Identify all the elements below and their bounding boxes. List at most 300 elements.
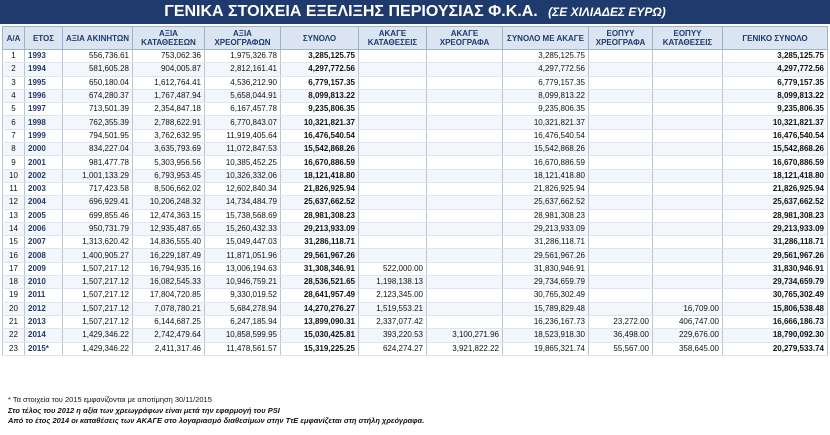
table-cell: 10,321,821.37 bbox=[503, 116, 589, 129]
table-cell: 4 bbox=[3, 89, 25, 102]
table-cell: 9,235,806.35 bbox=[723, 103, 828, 116]
table-cell: 7 bbox=[3, 129, 25, 142]
table-cell: 1,001,133.29 bbox=[63, 169, 133, 182]
table-cell bbox=[589, 169, 653, 182]
table-cell bbox=[653, 262, 723, 275]
table-cell: 18,790,092.30 bbox=[723, 329, 828, 342]
table-cell: 2004 bbox=[25, 196, 63, 209]
table-cell: 16,229,187.49 bbox=[133, 249, 205, 262]
table-cell: 31,286,118.71 bbox=[723, 236, 828, 249]
table-cell: 17,804,720.85 bbox=[133, 289, 205, 302]
table-cell: 358,645.00 bbox=[653, 342, 723, 355]
table-cell bbox=[427, 143, 503, 156]
table-cell: 1,198,138.13 bbox=[359, 276, 427, 289]
table-cell: 28,981,308.23 bbox=[723, 209, 828, 222]
table-cell: 9,330,019.52 bbox=[205, 289, 281, 302]
table-cell bbox=[653, 103, 723, 116]
table-cell: 30,765,302.49 bbox=[723, 289, 828, 302]
table-cell bbox=[653, 182, 723, 195]
column-header: Α/Α bbox=[3, 27, 25, 50]
table-cell: 18,121,418.80 bbox=[281, 169, 359, 182]
table-cell: 14 bbox=[3, 222, 25, 235]
table-cell: 699,855.46 bbox=[63, 209, 133, 222]
table-cell: 6,144,687.25 bbox=[133, 315, 205, 328]
table-title: ΓΕΝΙΚΑ ΣΤΟΙΧΕΙΑ ΕΞΕΛΙΞΗΣ ΠΕΡΙΟΥΣΙΑΣ Φ.Κ.Α. bbox=[164, 3, 538, 20]
table-cell: 674,280.37 bbox=[63, 89, 133, 102]
table-cell bbox=[653, 236, 723, 249]
table-cell: 1,507,217.12 bbox=[63, 262, 133, 275]
table-cell bbox=[427, 129, 503, 142]
table-row bbox=[3, 50, 828, 63]
table-cell bbox=[653, 156, 723, 169]
table-row bbox=[3, 222, 828, 235]
table-cell bbox=[589, 50, 653, 63]
table-cell: 3,285,125.75 bbox=[723, 50, 828, 63]
table-cell bbox=[589, 103, 653, 116]
table-cell: 12,602,840.34 bbox=[205, 182, 281, 195]
table-cell: 9,235,806.35 bbox=[503, 103, 589, 116]
table-cell: 9 bbox=[3, 156, 25, 169]
table-row bbox=[3, 182, 828, 195]
table-cell: 25,637,662.52 bbox=[281, 196, 359, 209]
table-cell: 229,676.00 bbox=[653, 329, 723, 342]
table-cell bbox=[653, 116, 723, 129]
assets-table bbox=[2, 26, 828, 356]
table-cell bbox=[653, 89, 723, 102]
table-cell bbox=[359, 236, 427, 249]
table-cell bbox=[653, 76, 723, 89]
column-header: ΑΚΑΓΕ ΧΡΕΟΓΡΑΦΑ bbox=[427, 27, 503, 50]
table-cell bbox=[653, 209, 723, 222]
table-cell bbox=[653, 222, 723, 235]
table-cell: 29,561,967.26 bbox=[503, 249, 589, 262]
table-cell: 25,637,662.52 bbox=[723, 196, 828, 209]
table-row bbox=[3, 103, 828, 116]
table-cell bbox=[589, 209, 653, 222]
table-cell: 2007 bbox=[25, 236, 63, 249]
table-cell: 2,411,317.46 bbox=[133, 342, 205, 355]
table-cell: 6,770,843.07 bbox=[205, 116, 281, 129]
table-cell: 3 bbox=[3, 76, 25, 89]
table-cell: 29,213,933.09 bbox=[723, 222, 828, 235]
table-cell: 2,812,161.41 bbox=[205, 63, 281, 76]
table-subtitle: (ΣΕ ΧΙΛΙΑΔΕΣ ΕΥΡΩ) bbox=[548, 5, 666, 19]
table-cell bbox=[427, 289, 503, 302]
table-cell bbox=[359, 103, 427, 116]
footnote-akage-deposits: Από το έτος 2014 οι καταθέσεις των ΑΚΑΓΕ στο λογαριασμό διαθεσίμων στην ΤτΕ εμφανίζεται στη στήλη χρεόγραφα. bbox=[8, 416, 425, 425]
table-cell: 1,429,346.22 bbox=[63, 329, 133, 342]
table-row bbox=[3, 156, 828, 169]
table-cell: 16,236,167.73 bbox=[503, 315, 589, 328]
table-cell bbox=[427, 156, 503, 169]
table-cell: 5,303,956.56 bbox=[133, 156, 205, 169]
table-row bbox=[3, 342, 828, 355]
table-cell: 6,793,953.45 bbox=[133, 169, 205, 182]
table-cell: 8,099,813.22 bbox=[503, 89, 589, 102]
table-cell: 406,747.00 bbox=[653, 315, 723, 328]
table-cell: 29,734,659.79 bbox=[503, 276, 589, 289]
table-cell: 834,227.04 bbox=[63, 143, 133, 156]
table-cell: 19,865,321.74 bbox=[503, 342, 589, 355]
table-cell: 3,285,125.75 bbox=[503, 50, 589, 63]
table-cell: 2001 bbox=[25, 156, 63, 169]
table-cell: 1994 bbox=[25, 63, 63, 76]
table-cell: 11,871,051.96 bbox=[205, 249, 281, 262]
table-cell: 13,899,090.31 bbox=[281, 315, 359, 328]
table-cell: 31,286,118.71 bbox=[503, 236, 589, 249]
table-cell: 29,734,659.79 bbox=[723, 276, 828, 289]
table-cell bbox=[359, 50, 427, 63]
table-cell: 2,337,077.42 bbox=[359, 315, 427, 328]
table-cell: 2000 bbox=[25, 143, 63, 156]
table-cell: 10,321,821.37 bbox=[723, 116, 828, 129]
table-cell: 713,501.39 bbox=[63, 103, 133, 116]
table-cell: 11,919,405.64 bbox=[205, 129, 281, 142]
table-cell bbox=[589, 236, 653, 249]
table-cell: 2,354,847.18 bbox=[133, 103, 205, 116]
table-cell bbox=[427, 169, 503, 182]
table-cell: 15,542,868.26 bbox=[723, 143, 828, 156]
table-cell: 2013 bbox=[25, 315, 63, 328]
table-cell: 10,946,759.21 bbox=[205, 276, 281, 289]
table-cell: 904,005.87 bbox=[133, 63, 205, 76]
table-cell bbox=[427, 262, 503, 275]
column-header: ΕΤΟΣ bbox=[25, 27, 63, 50]
table-cell: 3,762,632.95 bbox=[133, 129, 205, 142]
table-row bbox=[3, 169, 828, 182]
table-cell bbox=[653, 169, 723, 182]
table-cell: 14,836,555.40 bbox=[133, 236, 205, 249]
table-cell: 15,260,432.33 bbox=[205, 222, 281, 235]
table-cell: 10 bbox=[3, 169, 25, 182]
table-cell: 1998 bbox=[25, 116, 63, 129]
table-cell: 6,167,457.78 bbox=[205, 103, 281, 116]
table-cell: 5,684,278.94 bbox=[205, 302, 281, 315]
footnotes bbox=[8, 395, 424, 427]
column-header: ΣΥΝΟΛΟ ΜΕ ΑΚΑΓΕ bbox=[503, 27, 589, 50]
table-row bbox=[3, 209, 828, 222]
table-cell: 20,279,533.74 bbox=[723, 342, 828, 355]
table-cell bbox=[427, 103, 503, 116]
table-cell: 8,506,662.02 bbox=[133, 182, 205, 195]
table-cell: 650,180.04 bbox=[63, 76, 133, 89]
table-cell bbox=[589, 249, 653, 262]
table-title-bar bbox=[0, 0, 830, 24]
table-cell: 4,536,212.90 bbox=[205, 76, 281, 89]
table-cell: 393,220.53 bbox=[359, 329, 427, 342]
table-cell bbox=[427, 249, 503, 262]
header-row bbox=[3, 27, 828, 50]
table-cell: 522,000.00 bbox=[359, 262, 427, 275]
table-cell bbox=[589, 129, 653, 142]
table-row bbox=[3, 315, 828, 328]
table-cell: 16,082,545.33 bbox=[133, 276, 205, 289]
table-cell: 12 bbox=[3, 196, 25, 209]
table-cell: 1995 bbox=[25, 76, 63, 89]
table-cell: 1 bbox=[3, 50, 25, 63]
table-cell: 624,274.27 bbox=[359, 342, 427, 355]
table-cell bbox=[359, 209, 427, 222]
table-cell: 15,789,829.48 bbox=[503, 302, 589, 315]
table-cell bbox=[359, 156, 427, 169]
table-row bbox=[3, 262, 828, 275]
table-cell bbox=[359, 63, 427, 76]
table-cell: 7,078,780.21 bbox=[133, 302, 205, 315]
table-cell bbox=[359, 169, 427, 182]
table-cell bbox=[653, 143, 723, 156]
table-cell: 11 bbox=[3, 182, 25, 195]
column-header: ΑΞΙΑ ΧΡΕΟΓΡΑΦΩΝ bbox=[205, 27, 281, 50]
table-cell bbox=[589, 262, 653, 275]
table-row bbox=[3, 302, 828, 315]
table-cell bbox=[359, 222, 427, 235]
table-cell: 55,567.00 bbox=[589, 342, 653, 355]
table-cell bbox=[653, 63, 723, 76]
table-cell: 16,666,186.73 bbox=[723, 315, 828, 328]
table-cell: 31,286,118.71 bbox=[281, 236, 359, 249]
table-cell: 1,313,620.42 bbox=[63, 236, 133, 249]
table-cell: 8,099,813.22 bbox=[723, 89, 828, 102]
table-cell: 16,476,540.54 bbox=[281, 129, 359, 142]
table-cell bbox=[427, 236, 503, 249]
table-cell: 1,975,326.78 bbox=[205, 50, 281, 63]
table-cell: 2008 bbox=[25, 249, 63, 262]
column-header: ΑΞΙΑ ΚΑΤΑΘΕΣΕΩΝ bbox=[133, 27, 205, 50]
table-cell bbox=[589, 302, 653, 315]
table-cell: 6 bbox=[3, 116, 25, 129]
table-cell: 15,738,568.69 bbox=[205, 209, 281, 222]
table-cell: 10,321,821.37 bbox=[281, 116, 359, 129]
table-cell: 2006 bbox=[25, 222, 63, 235]
table-cell bbox=[359, 76, 427, 89]
table-cell bbox=[427, 116, 503, 129]
column-header: ΕΟΠΥΥ ΚΑΤΑΘΕΣΕΙΣ bbox=[653, 27, 723, 50]
table-cell: 13 bbox=[3, 209, 25, 222]
table-row bbox=[3, 76, 828, 89]
table-cell: 556,736.61 bbox=[63, 50, 133, 63]
table-cell: 10,326,332.06 bbox=[205, 169, 281, 182]
table-cell bbox=[359, 89, 427, 102]
table-cell bbox=[359, 143, 427, 156]
table-row bbox=[3, 329, 828, 342]
table-cell: 28,536,521.65 bbox=[281, 276, 359, 289]
table-cell: 18,523,918.30 bbox=[503, 329, 589, 342]
table-row bbox=[3, 249, 828, 262]
table-cell: 9,235,806.35 bbox=[281, 103, 359, 116]
table-cell: 8,099,813.22 bbox=[281, 89, 359, 102]
table-row bbox=[3, 289, 828, 302]
table-cell: 753,062.36 bbox=[133, 50, 205, 63]
table-cell: 18 bbox=[3, 276, 25, 289]
table-cell: 28,981,308.23 bbox=[503, 209, 589, 222]
table-cell: 18,121,418.80 bbox=[503, 169, 589, 182]
table-cell: 21,826,925.94 bbox=[503, 182, 589, 195]
table-cell: 1,519,553.21 bbox=[359, 302, 427, 315]
table-cell: 15,542,868.26 bbox=[281, 143, 359, 156]
table-cell: 17 bbox=[3, 262, 25, 275]
table-cell: 3,635,793.69 bbox=[133, 143, 205, 156]
table-cell bbox=[427, 209, 503, 222]
table-cell: 3,921,822.22 bbox=[427, 342, 503, 355]
table-cell: 2014 bbox=[25, 329, 63, 342]
table-cell: 2,742,479.64 bbox=[133, 329, 205, 342]
table-cell: 3,100,271.96 bbox=[427, 329, 503, 342]
table-cell: 1,612,764.41 bbox=[133, 76, 205, 89]
table-cell: 22 bbox=[3, 329, 25, 342]
table-cell: 2012 bbox=[25, 302, 63, 315]
table-cell bbox=[589, 196, 653, 209]
column-header: ΓΕΝΙΚΟ ΣΥΝΟΛΟ bbox=[723, 27, 828, 50]
table-cell: 31,830,946.91 bbox=[723, 262, 828, 275]
table-cell: 4,297,772.56 bbox=[281, 63, 359, 76]
table-cell bbox=[589, 63, 653, 76]
table-cell: 16,476,540.54 bbox=[503, 129, 589, 142]
table-cell: 12,935,487.65 bbox=[133, 222, 205, 235]
table-cell: 1999 bbox=[25, 129, 63, 142]
table-cell: 16,670,886.59 bbox=[503, 156, 589, 169]
table-cell: 15,319,225.25 bbox=[281, 342, 359, 355]
table-cell: 16,709.00 bbox=[653, 302, 723, 315]
table-cell: 1,507,217.12 bbox=[63, 315, 133, 328]
table-cell: 31,308,346.91 bbox=[281, 262, 359, 275]
table-cell: 29,213,933.09 bbox=[503, 222, 589, 235]
table-cell: 21,826,925.94 bbox=[723, 182, 828, 195]
table-cell: 1,400,905.27 bbox=[63, 249, 133, 262]
table-cell: 3,285,125.75 bbox=[281, 50, 359, 63]
table-cell bbox=[359, 129, 427, 142]
table-cell: 6,779,157.35 bbox=[723, 76, 828, 89]
table-cell: 19 bbox=[3, 289, 25, 302]
table-cell: 15 bbox=[3, 236, 25, 249]
table-cell: 31,830,946.91 bbox=[503, 262, 589, 275]
table-cell bbox=[589, 89, 653, 102]
table-cell bbox=[427, 302, 503, 315]
table-row bbox=[3, 236, 828, 249]
table-cell: 20 bbox=[3, 302, 25, 315]
table-cell: 21,826,925.94 bbox=[281, 182, 359, 195]
table-cell: 1997 bbox=[25, 103, 63, 116]
table-row bbox=[3, 143, 828, 156]
table-cell bbox=[427, 182, 503, 195]
table-cell: 23 bbox=[3, 342, 25, 355]
table-header bbox=[3, 27, 828, 50]
table-cell: 794,501.95 bbox=[63, 129, 133, 142]
table-cell bbox=[427, 222, 503, 235]
table-cell: 2002 bbox=[25, 169, 63, 182]
table-cell: 29,561,967.26 bbox=[723, 249, 828, 262]
table-cell: 6,779,157.35 bbox=[503, 76, 589, 89]
table-cell: 14,734,484.79 bbox=[205, 196, 281, 209]
table-cell bbox=[653, 276, 723, 289]
table-cell bbox=[653, 129, 723, 142]
table-row bbox=[3, 129, 828, 142]
table-cell: 1,507,217.12 bbox=[63, 289, 133, 302]
table-cell: 5,658,044.91 bbox=[205, 89, 281, 102]
table-cell: 1993 bbox=[25, 50, 63, 63]
table-cell bbox=[589, 143, 653, 156]
table-cell: 16,670,886.59 bbox=[281, 156, 359, 169]
table-cell: 10,206,248.32 bbox=[133, 196, 205, 209]
table-cell bbox=[653, 50, 723, 63]
table-cell bbox=[359, 249, 427, 262]
table-cell bbox=[653, 289, 723, 302]
table-cell bbox=[359, 116, 427, 129]
table-cell: 14,270,276.27 bbox=[281, 302, 359, 315]
table-row bbox=[3, 89, 828, 102]
table-cell: 10,858,599.95 bbox=[205, 329, 281, 342]
table-cell: 717,423.58 bbox=[63, 182, 133, 195]
table-cell: 950,731.79 bbox=[63, 222, 133, 235]
table-cell: 11,478,561.57 bbox=[205, 342, 281, 355]
table-cell bbox=[589, 156, 653, 169]
table-cell: 12,474,363.15 bbox=[133, 209, 205, 222]
table-cell bbox=[427, 196, 503, 209]
table-cell bbox=[589, 76, 653, 89]
table-cell: 2,788,622.91 bbox=[133, 116, 205, 129]
table-cell: 2003 bbox=[25, 182, 63, 195]
table-cell: 28,641,957.49 bbox=[281, 289, 359, 302]
table-cell bbox=[427, 50, 503, 63]
table-cell: 15,049,447.03 bbox=[205, 236, 281, 249]
table-cell: 16,670,886.59 bbox=[723, 156, 828, 169]
table-body bbox=[3, 50, 828, 356]
footnote-2015-valuation: * Τα στοιχεία του 2015 εμφανίζονται με αποτίμηση 30/11/2015 bbox=[8, 395, 212, 404]
table-cell: 2 bbox=[3, 63, 25, 76]
table-cell: 15,542,868.26 bbox=[503, 143, 589, 156]
table-cell bbox=[427, 89, 503, 102]
table-cell: 1,429,346.22 bbox=[63, 342, 133, 355]
table-cell bbox=[589, 222, 653, 235]
table-cell: 4,297,772.56 bbox=[723, 63, 828, 76]
table-cell bbox=[589, 276, 653, 289]
table-cell: 15,806,538.48 bbox=[723, 302, 828, 315]
table-row bbox=[3, 276, 828, 289]
table-row bbox=[3, 196, 828, 209]
table-cell: 5 bbox=[3, 103, 25, 116]
table-cell bbox=[359, 182, 427, 195]
table-cell: 762,355.39 bbox=[63, 116, 133, 129]
table-row bbox=[3, 116, 828, 129]
table-cell: 11,072,847.53 bbox=[205, 143, 281, 156]
table-cell: 36,498.00 bbox=[589, 329, 653, 342]
table-cell: 8 bbox=[3, 143, 25, 156]
column-header: ΑΞΙΑ ΑΚΙΝΗΤΩΝ bbox=[63, 27, 133, 50]
table-cell: 18,121,418.80 bbox=[723, 169, 828, 182]
table-row bbox=[3, 63, 828, 76]
table-cell: 696,929.41 bbox=[63, 196, 133, 209]
table-cell: 1996 bbox=[25, 89, 63, 102]
table-cell bbox=[589, 289, 653, 302]
column-header: ΕΟΠΥΥ ΧΡΕΟΓΡΑΦΑ bbox=[589, 27, 653, 50]
table-cell bbox=[653, 196, 723, 209]
column-header: ΑΚΑΓΕ ΚΑΤΑΘΕΣΕΙΣ bbox=[359, 27, 427, 50]
table-cell: 10,385,452.25 bbox=[205, 156, 281, 169]
table-cell: 16,794,935.16 bbox=[133, 262, 205, 275]
column-header: ΣΥΝΟΛΟ bbox=[281, 27, 359, 50]
table-cell: 21 bbox=[3, 315, 25, 328]
table-cell: 13,006,194.63 bbox=[205, 262, 281, 275]
table-cell bbox=[359, 196, 427, 209]
table-cell: 2,123,345.00 bbox=[359, 289, 427, 302]
table-cell: 581,605.28 bbox=[63, 63, 133, 76]
table-cell: 1,767,487.94 bbox=[133, 89, 205, 102]
table-cell: 30,765,302.49 bbox=[503, 289, 589, 302]
table-cell bbox=[653, 249, 723, 262]
table-cell: 23,272.00 bbox=[589, 315, 653, 328]
table-cell: 981,477.78 bbox=[63, 156, 133, 169]
table-cell: 1,507,217.12 bbox=[63, 302, 133, 315]
table-cell bbox=[427, 63, 503, 76]
